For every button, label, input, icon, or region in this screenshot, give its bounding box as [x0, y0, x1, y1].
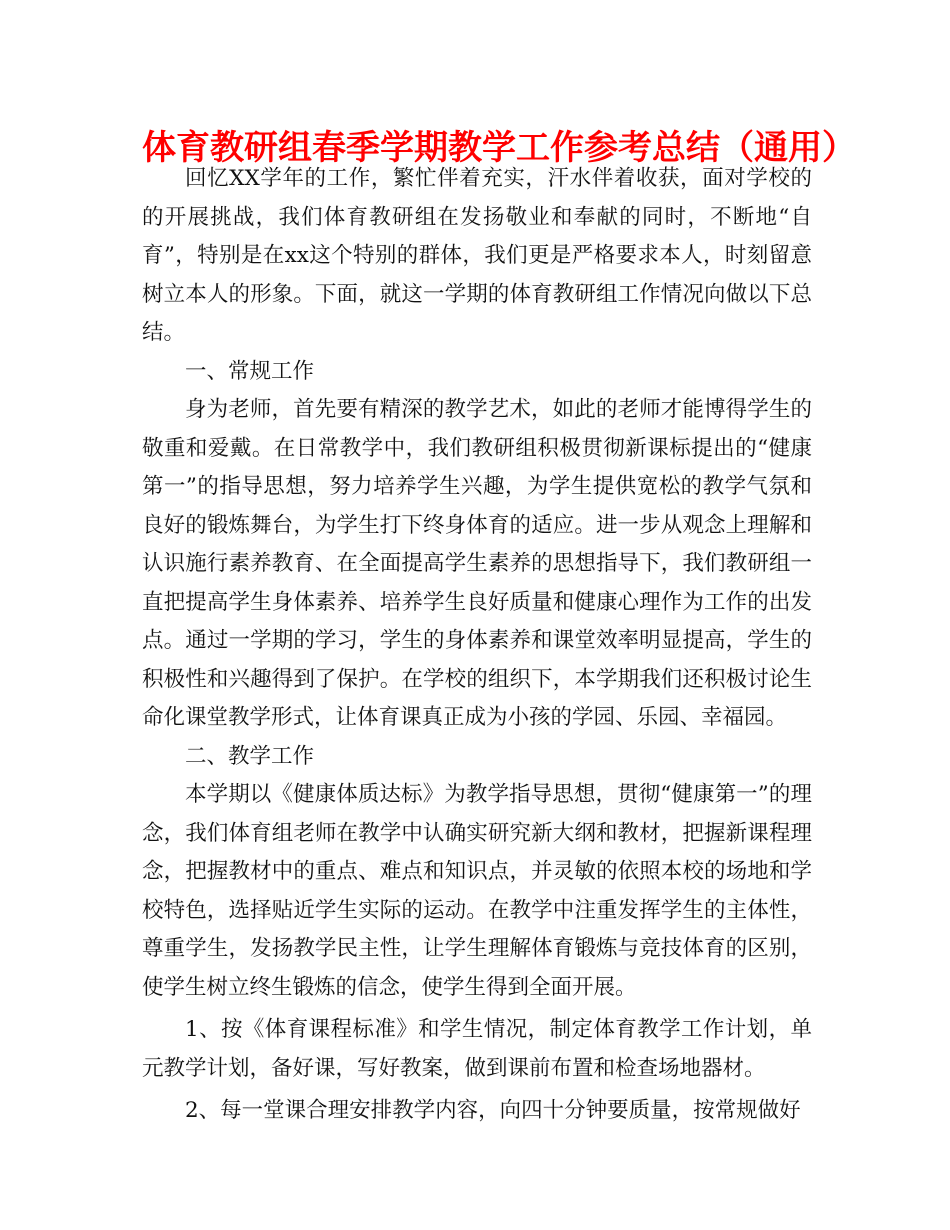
paragraph-item-2: 2、每一堂课合理安排教学内容，向四十分钟要质量，按常规做好: [185, 1098, 801, 1123]
paragraph-item-1: 1、按《体育课程标准》和学生情况，制定体育教学工作计划，单元教学计划，备好课，写好教案，做到课前布置和检查场地器材。: [142, 1017, 812, 1081]
document-body: [142, 160, 812, 1131]
section-heading-teaching-work: 二、教学工作: [185, 743, 315, 769]
paragraph-teaching-work: 本学期以《健康体质达标》为教学指导思想，贯彻“健康第一”的理念，我们体育组老师在教学中认确实研究新大纲和教材，把握新课程理念，把握教材中的重点、难点和知识点，并灵敏的依照本校的场地和学校特色，选择贴近学生实际的运动。在教学中注重发挥学生的主体性，尊重学生，发扬教学民主性，让学生理解体育锻炼与竞技体育的区别，使学生树立终生锻炼的信念，使学生得到全面开展。: [142, 782, 812, 1000]
paragraph-routine-work: 身为老师，首先要有精深的教学艺术，如此的老师才能博得学生的敬重和爱戴。在日常教学中，我们教研组积极贯彻新课标提出的“健康第一”的指导思想，努力培养学生兴趣，为学生提供宽松的教学气氛和良好的锻炼舞台，为学生打下终身体育的适应。进一步从观念上理解和认识施行素养教育、在全面提高学生素养的思想指导下，我们教研组一直把提高学生身体素养、培养学生良好质量和健康心理作为工作的出发点。通过一学期的学习，学生的身体素养和课堂效率明显提高，学生的积极性和兴趣得到了保护。在学校的组织下，本学期我们还积极讨论生命化课堂教学形式，让体育课真正成为小孩的学园、乐园、幸福园。: [142, 397, 812, 730]
section-heading-routine-work: 一、常规工作: [185, 358, 315, 384]
paragraph-intro: 回忆XX学年的工作，繁忙伴着充实，汗水伴着收获，面对学校的的开展挑战，我们体育教研组在发扬敬业和奉献的同时，不断地“自育”，特别是在xx这个特别的群体，我们更是严格要求本人，时刻留意树立本人的形象。下面，就这一学期的体育教研组工作情况向做以下总结。: [142, 166, 812, 345]
document-title: 体育教研组春季学期教学工作参考总结（通用）: [142, 128, 856, 168]
